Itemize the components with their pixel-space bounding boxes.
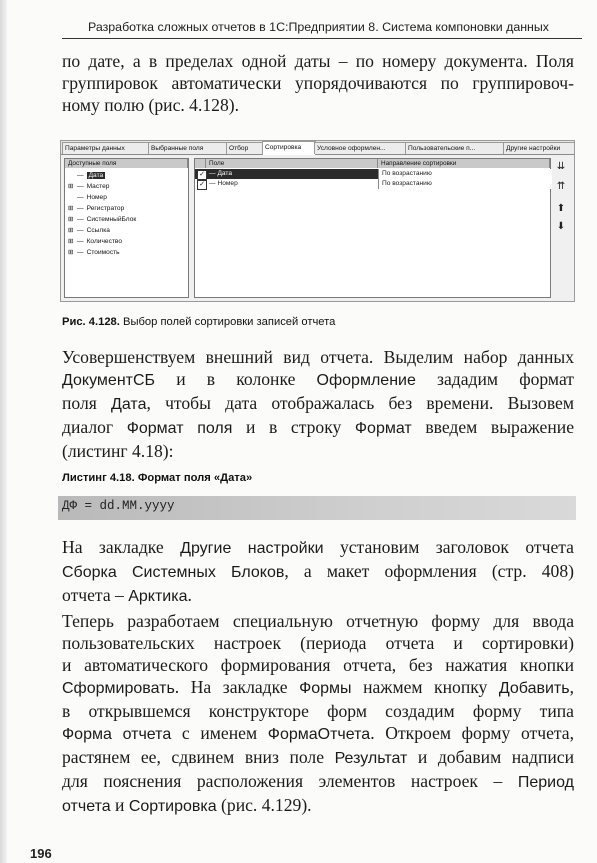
figure-caption-text: Выбор полей сортировки записей отчета: [123, 316, 336, 328]
para4-line-6: [62, 722, 574, 746]
field-icon: —: [209, 180, 218, 187]
intro-line-1: по дате, а в пределах одной даты – по номеру документа. Поля: [62, 51, 574, 71]
tree-item-label: СистемныйБлок: [86, 216, 137, 223]
field-cell[interactable]: [209, 169, 374, 179]
ui-term: Другие настройки: [180, 540, 324, 557]
text: и в колонке: [155, 369, 317, 389]
paragraph-report-form: [62, 610, 574, 818]
tree-item-label: Дата: [88, 172, 104, 179]
ui-term: Добавить: [498, 680, 570, 697]
move-up-icon[interactable]: ⬆: [556, 203, 566, 214]
ui-term: Формы: [299, 680, 352, 697]
tree-item[interactable]: [68, 193, 107, 203]
direction-cell[interactable]: По возрастанию: [378, 179, 552, 189]
field-icon: —: [77, 205, 84, 212]
row-checkbox[interactable]: ✓: [197, 170, 207, 180]
tab-user-fields[interactable]: Пользовательские п...: [405, 142, 505, 154]
text: установим заголовок отчета: [323, 537, 574, 557]
intro-line-2: группировок автоматически упорядочиваются по группировоч-: [62, 73, 574, 93]
ui-term: Сформировать: [62, 680, 175, 697]
table-row[interactable]: [195, 179, 550, 189]
para2-line-2: [62, 368, 574, 392]
available-fields-tree[interactable]: [64, 158, 189, 298]
sorting-settings-dialog: [60, 140, 575, 302]
ui-term: Дата: [111, 396, 147, 413]
ui-term: отчета: [62, 798, 111, 815]
para3-line-3: [62, 584, 574, 608]
intro-paragraph: [62, 50, 574, 116]
settings-tab-strip: [61, 141, 574, 155]
intro-line-3: ному полю (рис. 4.128).: [62, 95, 240, 115]
text: .: [187, 585, 192, 605]
para4-line-4: [62, 676, 574, 700]
ui-term: Формат: [354, 420, 412, 437]
header-rule: [62, 38, 582, 39]
text: . Откроем форму отчета,: [370, 723, 574, 743]
text: растянем ее, сдвинем вниз поле: [62, 747, 335, 767]
ui-term: Оформление: [316, 372, 416, 389]
field-icon: —: [77, 216, 84, 223]
field-icon: —: [77, 194, 84, 201]
para2-line-4: [62, 416, 574, 440]
available-fields-header: Доступные поля: [65, 159, 188, 168]
para2-line-1: Усовершенствуем внешний вид отчета. Выделим набор данных: [62, 347, 574, 367]
tab-conditional-formatting[interactable]: Условное оформлен...: [314, 142, 407, 154]
text: и добавим надписи: [407, 747, 574, 767]
para3-line-1: [62, 536, 574, 560]
field-icon: —: [77, 238, 84, 245]
tree-item[interactable]: [68, 204, 124, 214]
para4-line-5: в открывшемся конструкторе форм создадим форму типа: [62, 701, 574, 721]
ui-term: Арктика: [128, 588, 188, 605]
ui-term: Формат поля: [126, 420, 233, 437]
tree-item-label: Количество: [86, 238, 123, 245]
para2-line-3: [62, 392, 574, 416]
field-icon: —: [77, 172, 84, 179]
expand-icon[interactable]: ⊞: [68, 183, 74, 190]
field-cell[interactable]: [209, 179, 374, 189]
text: диалог: [62, 417, 127, 437]
code-listing: ДФ = dd.MM.yyyy: [62, 499, 175, 513]
sort-asc-icon[interactable]: ⇊: [556, 161, 566, 172]
tree-item-label: Мастер: [86, 183, 110, 190]
figure-caption-label: Рис. 4.128.: [62, 316, 120, 328]
tab-sorting[interactable]: Сортировка: [262, 141, 316, 155]
field-column-header: Поле: [206, 159, 378, 168]
text: поля: [62, 393, 112, 413]
ui-term: Период: [517, 774, 574, 791]
move-down-icon[interactable]: ⬇: [556, 221, 566, 232]
tree-item-label: Регистратор: [86, 205, 125, 212]
ui-term: ФормаОтчета: [267, 726, 371, 743]
para4-line-7: [62, 746, 574, 770]
direction-cell[interactable]: По возрастанию: [378, 169, 552, 179]
paragraph-format-field: [62, 346, 574, 462]
check-column-header: [195, 159, 206, 168]
tab-filter[interactable]: Отбор: [226, 142, 264, 154]
page-spine-shadow: [0, 0, 7, 863]
text: для пояснения расположения элементов настроек –: [62, 771, 518, 791]
text: На закладке: [62, 537, 181, 557]
tree-item-label: Стоимость: [86, 249, 120, 256]
text: ,: [569, 677, 574, 697]
expand-icon[interactable]: ⊞: [68, 205, 74, 212]
listing-title: Листинг 4.18. Формат поля «Дата»: [62, 472, 253, 484]
row-checkbox[interactable]: ✓: [197, 180, 207, 190]
text: нажмем кнопку: [351, 677, 499, 697]
para4-line-2: пользовательских настроек (периода отчета и сортировки): [62, 633, 574, 653]
text: (рис. 4.129).: [216, 795, 312, 815]
sort-desc-icon[interactable]: ⇈: [556, 181, 566, 192]
field-icon: —: [77, 249, 84, 256]
tab-selected-fields[interactable]: Выбранные поля: [148, 142, 228, 154]
tree-item[interactable]: [68, 237, 122, 247]
direction-column-header: Направление сортировки: [378, 159, 550, 168]
field-cell-label: Дата: [217, 170, 233, 177]
ui-term: Результат: [334, 750, 408, 767]
text: , а макет оформления (стр. 408): [284, 561, 574, 581]
para4-line-1: Теперь разработаем специальную отчетную форму для ввода: [62, 611, 574, 631]
tree-item[interactable]: [68, 248, 120, 258]
text: и: [110, 795, 129, 815]
para4-line-9: [62, 794, 574, 818]
table-row[interactable]: [195, 169, 550, 179]
field-icon: —: [77, 183, 84, 190]
sort-fields-table[interactable]: [194, 158, 551, 298]
text: . На закладке: [174, 677, 300, 697]
expand-icon[interactable]: ⊞: [68, 227, 74, 234]
text: и в строку: [232, 417, 355, 437]
text: с именем: [171, 723, 268, 743]
text: введем выражение: [411, 417, 574, 437]
ui-term: ДокументСБ: [62, 372, 156, 389]
tab-data-parameters[interactable]: Параметры данных: [62, 142, 150, 154]
text: отчета –: [62, 585, 129, 605]
ui-term: Сборка Системных Блоков: [62, 564, 285, 581]
tree-item[interactable]: [68, 226, 110, 236]
tree-item-label: Номер: [86, 194, 107, 201]
text: зададим формат: [415, 369, 574, 389]
para2-line-5: (листинг 4.18):: [62, 441, 174, 461]
field-icon: —: [209, 170, 218, 177]
ui-term: Форма отчета: [62, 726, 172, 743]
tree-item[interactable]: [68, 215, 136, 225]
para3-line-2: [62, 560, 574, 584]
running-header: Разработка сложных отчетов в 1С:Предприятии 8. Система компоновки данных: [88, 20, 549, 34]
tree-item-label: Ссылка: [86, 227, 110, 234]
tab-other-settings[interactable]: Другие настройки: [503, 142, 575, 154]
ui-term: Сортировка: [128, 798, 217, 815]
paragraph-report-title: [62, 536, 574, 608]
expand-icon[interactable]: ⊞: [68, 216, 74, 223]
expand-icon[interactable]: ⊞: [68, 238, 74, 245]
page-number: 196: [30, 846, 52, 861]
para4-line-8: [62, 770, 574, 794]
tree-item[interactable]: [68, 171, 105, 181]
field-icon: —: [77, 227, 84, 234]
field-cell-label: Номер: [217, 180, 238, 187]
figure-caption: [62, 316, 335, 328]
tree-item[interactable]: [68, 182, 109, 192]
text: , чтобы дата отображалась без времени. Вызовем: [146, 393, 574, 413]
para4-line-3: и автоматического формирования отчета, без нажатия кнопки: [62, 655, 574, 675]
expand-icon[interactable]: ⊞: [68, 249, 74, 256]
